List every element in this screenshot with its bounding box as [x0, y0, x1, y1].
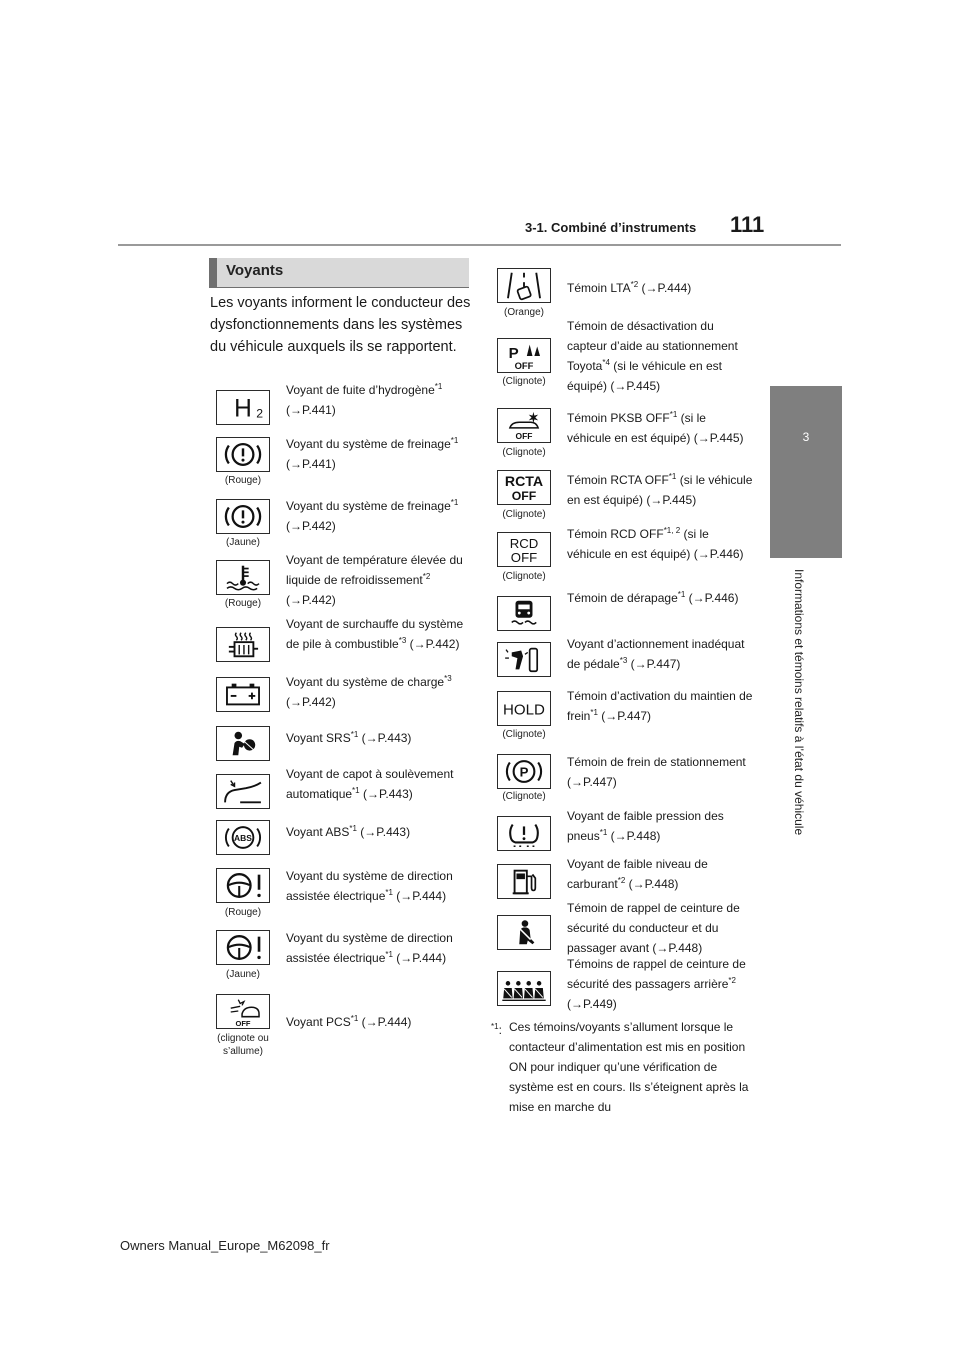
seatbelt-rear-icon [497, 971, 551, 1006]
coolant-temperature-icon [216, 560, 270, 595]
icon-caption: (Rouge) [224, 598, 262, 609]
brake-system-yellow-icon [216, 499, 270, 534]
indicator-description: Voyant du système de freinage$^{*1}$ (→P.442) [286, 498, 459, 533]
indicator-description: Voyant de faible pression des pneus$^{*1}$ (→P.448) [567, 809, 724, 843]
section-title: 3-1. Combiné d’instruments [525, 220, 697, 235]
indicator-description: Voyant du système de direction assistée électrique$^{*1}$ (→P.444) [286, 869, 453, 903]
indicator-description: Témoin LTA$^{*2}$ (→P.444) [567, 280, 692, 295]
indicator-description: Voyant d’actionnement inadéquat de pédale$^{*3}$ (→P.447) [567, 637, 745, 671]
indicator-description: Voyant PCS$^{*1}$ (→P.444) [286, 1014, 412, 1029]
brake-system-red-icon [216, 437, 270, 472]
page-number: 111 [730, 212, 765, 237]
fuel-cell-overheat-icon [216, 627, 270, 662]
svg-text:ABS: ABS [234, 832, 252, 843]
icon-caption: (Rouge) [224, 475, 262, 486]
icon-caption: (Orange) [503, 307, 544, 318]
pedal-misoperation-icon [497, 642, 551, 677]
indicator-description: Voyant du système de direction assistée électrique$^{*1}$ (→P.444) [286, 931, 453, 965]
icon-caption: (Clignote) [502, 376, 546, 387]
rcd-off-icon [497, 532, 551, 567]
header-rule [118, 244, 841, 246]
svg-text:RCD: RCD [509, 536, 539, 552]
svg-text:OFF: OFF [510, 550, 538, 566]
chapter-title: Informations et témoins relatifs à l’état du véhicule [792, 569, 806, 836]
indicator-description: Témoin RCTA OFF$^{*1}$ (si le véhicule en est équipé) (→P.445) [567, 472, 753, 507]
indicator-description: Témoin d’activation du maintien de frein$^{*1}$ (→P.447) [567, 689, 753, 723]
svg-text:RCTA: RCTA [504, 473, 544, 490]
indicator-description: Voyant de surchauffe du système de pile à combustible$^{*3}$ (→P.442) [286, 617, 464, 651]
svg-text:OFF: OFF [514, 360, 534, 372]
battery-charge-icon [216, 677, 270, 712]
icon-caption: (Rouge) [224, 907, 262, 918]
icon-caption: (Jaune) [226, 537, 260, 548]
chapter-title-vertical [792, 569, 814, 869]
svg-text:P: P [519, 764, 529, 780]
brake-hold-icon [497, 691, 551, 726]
pop-up-hood-icon [216, 774, 270, 809]
icon-caption: (Clignote) [502, 509, 546, 520]
indicator-description: Témoin PKSB OFF$^{*1}$ (si le véhicule en est équipé) (→P.445) [567, 410, 744, 445]
indicator-description: Voyant de fuite d’hydrogène$^{*1}$ (→P.441) [286, 382, 443, 417]
pcs-off-icon [216, 994, 270, 1029]
indicator-description: Voyant du système de charge$^{*3}$ (→P.442) [286, 674, 452, 709]
abs-icon [216, 820, 270, 855]
indicator-description: Voyant du système de freinage$^{*1}$ (→P.441) [286, 436, 459, 471]
svg-text:OFF: OFF [515, 431, 533, 442]
icon-caption: (Clignote) [502, 729, 546, 740]
indicator-description: Voyant SRS$^{*1}$ (→P.443) [286, 730, 412, 745]
indicator-description: Témoin de frein de stationnement (→P.447) [567, 755, 746, 789]
footnote-text: Ces témoins/voyants s’allument lorsque le contacteur d’alimentation est mis en position ON pour indiquer qu’une vérification de système est en cours. Ils s’éteignent après la mise en marche du [509, 1020, 749, 1114]
parking-sensor-off-icon [497, 338, 551, 373]
indicator-description: Voyant de faible niveau de carburant$^{*2}$ (→P.448) [567, 857, 708, 891]
chapter-tab [770, 386, 842, 558]
icon-caption: (Clignote) [502, 447, 546, 458]
indicator-description: Voyant ABS$^{*1}$ (→P.443) [286, 824, 411, 839]
icon-caption: (Clignote) [502, 791, 546, 802]
intro-paragraph: Les voyants informent le conducteur des dysfonctionnements dans les systèmes du véhicule auxquels ils se rapportent. [210, 295, 471, 355]
indicator-description: Témoin de rappel de ceinture de sécurité du conducteur et du passager avant (→P.448) [567, 901, 740, 955]
svg-text:HOLD: HOLD [503, 701, 545, 719]
slip-indicator-icon [497, 596, 551, 631]
lta-icon [497, 268, 551, 303]
section-heading-label: Voyants [226, 262, 284, 279]
section-heading [209, 258, 469, 288]
svg-text:OFF: OFF [511, 489, 537, 504]
indicator-description: Témoin RCD OFF$^{*1, 2}$ (si le véhicule en est équipé) (→P.446) [567, 526, 744, 561]
svg-text:2: 2 [256, 406, 264, 421]
svg-text:H: H [234, 395, 252, 423]
svg-text:P: P [508, 344, 519, 362]
document-footer: Owners Manual_Europe_M62098_fr [120, 1238, 330, 1253]
indicator-description: Témoin de désactivation du capteur d’aide au stationnement Toyota$^{*4}$ (si le véhicule en est équipé) (→P.445) [567, 319, 738, 393]
low-fuel-icon [497, 864, 551, 899]
indicator-description: Témoins de rappel de ceinture de sécurité des passagers arrière$^{*2}$ (→P.449) [567, 957, 746, 1011]
indicator-description: Voyant de capot à soulèvement automatique$^{*1}$ (→P.443) [286, 767, 454, 801]
power-steering-red-icon [216, 868, 270, 903]
footnote-marker: $^{*1}$: [491, 1022, 502, 1037]
pksb-off-icon [497, 408, 551, 443]
chapter-number: 3 [802, 430, 810, 444]
icon-caption: (Clignote) [502, 571, 546, 582]
icon-caption: (clignote ou s’allume) [217, 1033, 269, 1057]
srs-airbag-icon [216, 726, 270, 761]
power-steering-yellow-icon [216, 930, 270, 965]
indicator-description: Témoin de dérapage$^{*1}$ (→P.446) [567, 590, 739, 605]
hydrogen-h2-icon [216, 390, 270, 425]
tire-pressure-icon [497, 816, 551, 851]
rcta-off-icon [497, 470, 551, 505]
indicator-description: Voyant de température élevée du liquide de refroidissement$^{*2}$ (→P.442) [286, 553, 463, 607]
seatbelt-front-icon [497, 915, 551, 950]
footnote [491, 1017, 751, 1117]
svg-text:OFF: OFF [235, 1019, 251, 1028]
parking-brake-icon [497, 754, 551, 789]
icon-caption: (Jaune) [226, 969, 260, 980]
